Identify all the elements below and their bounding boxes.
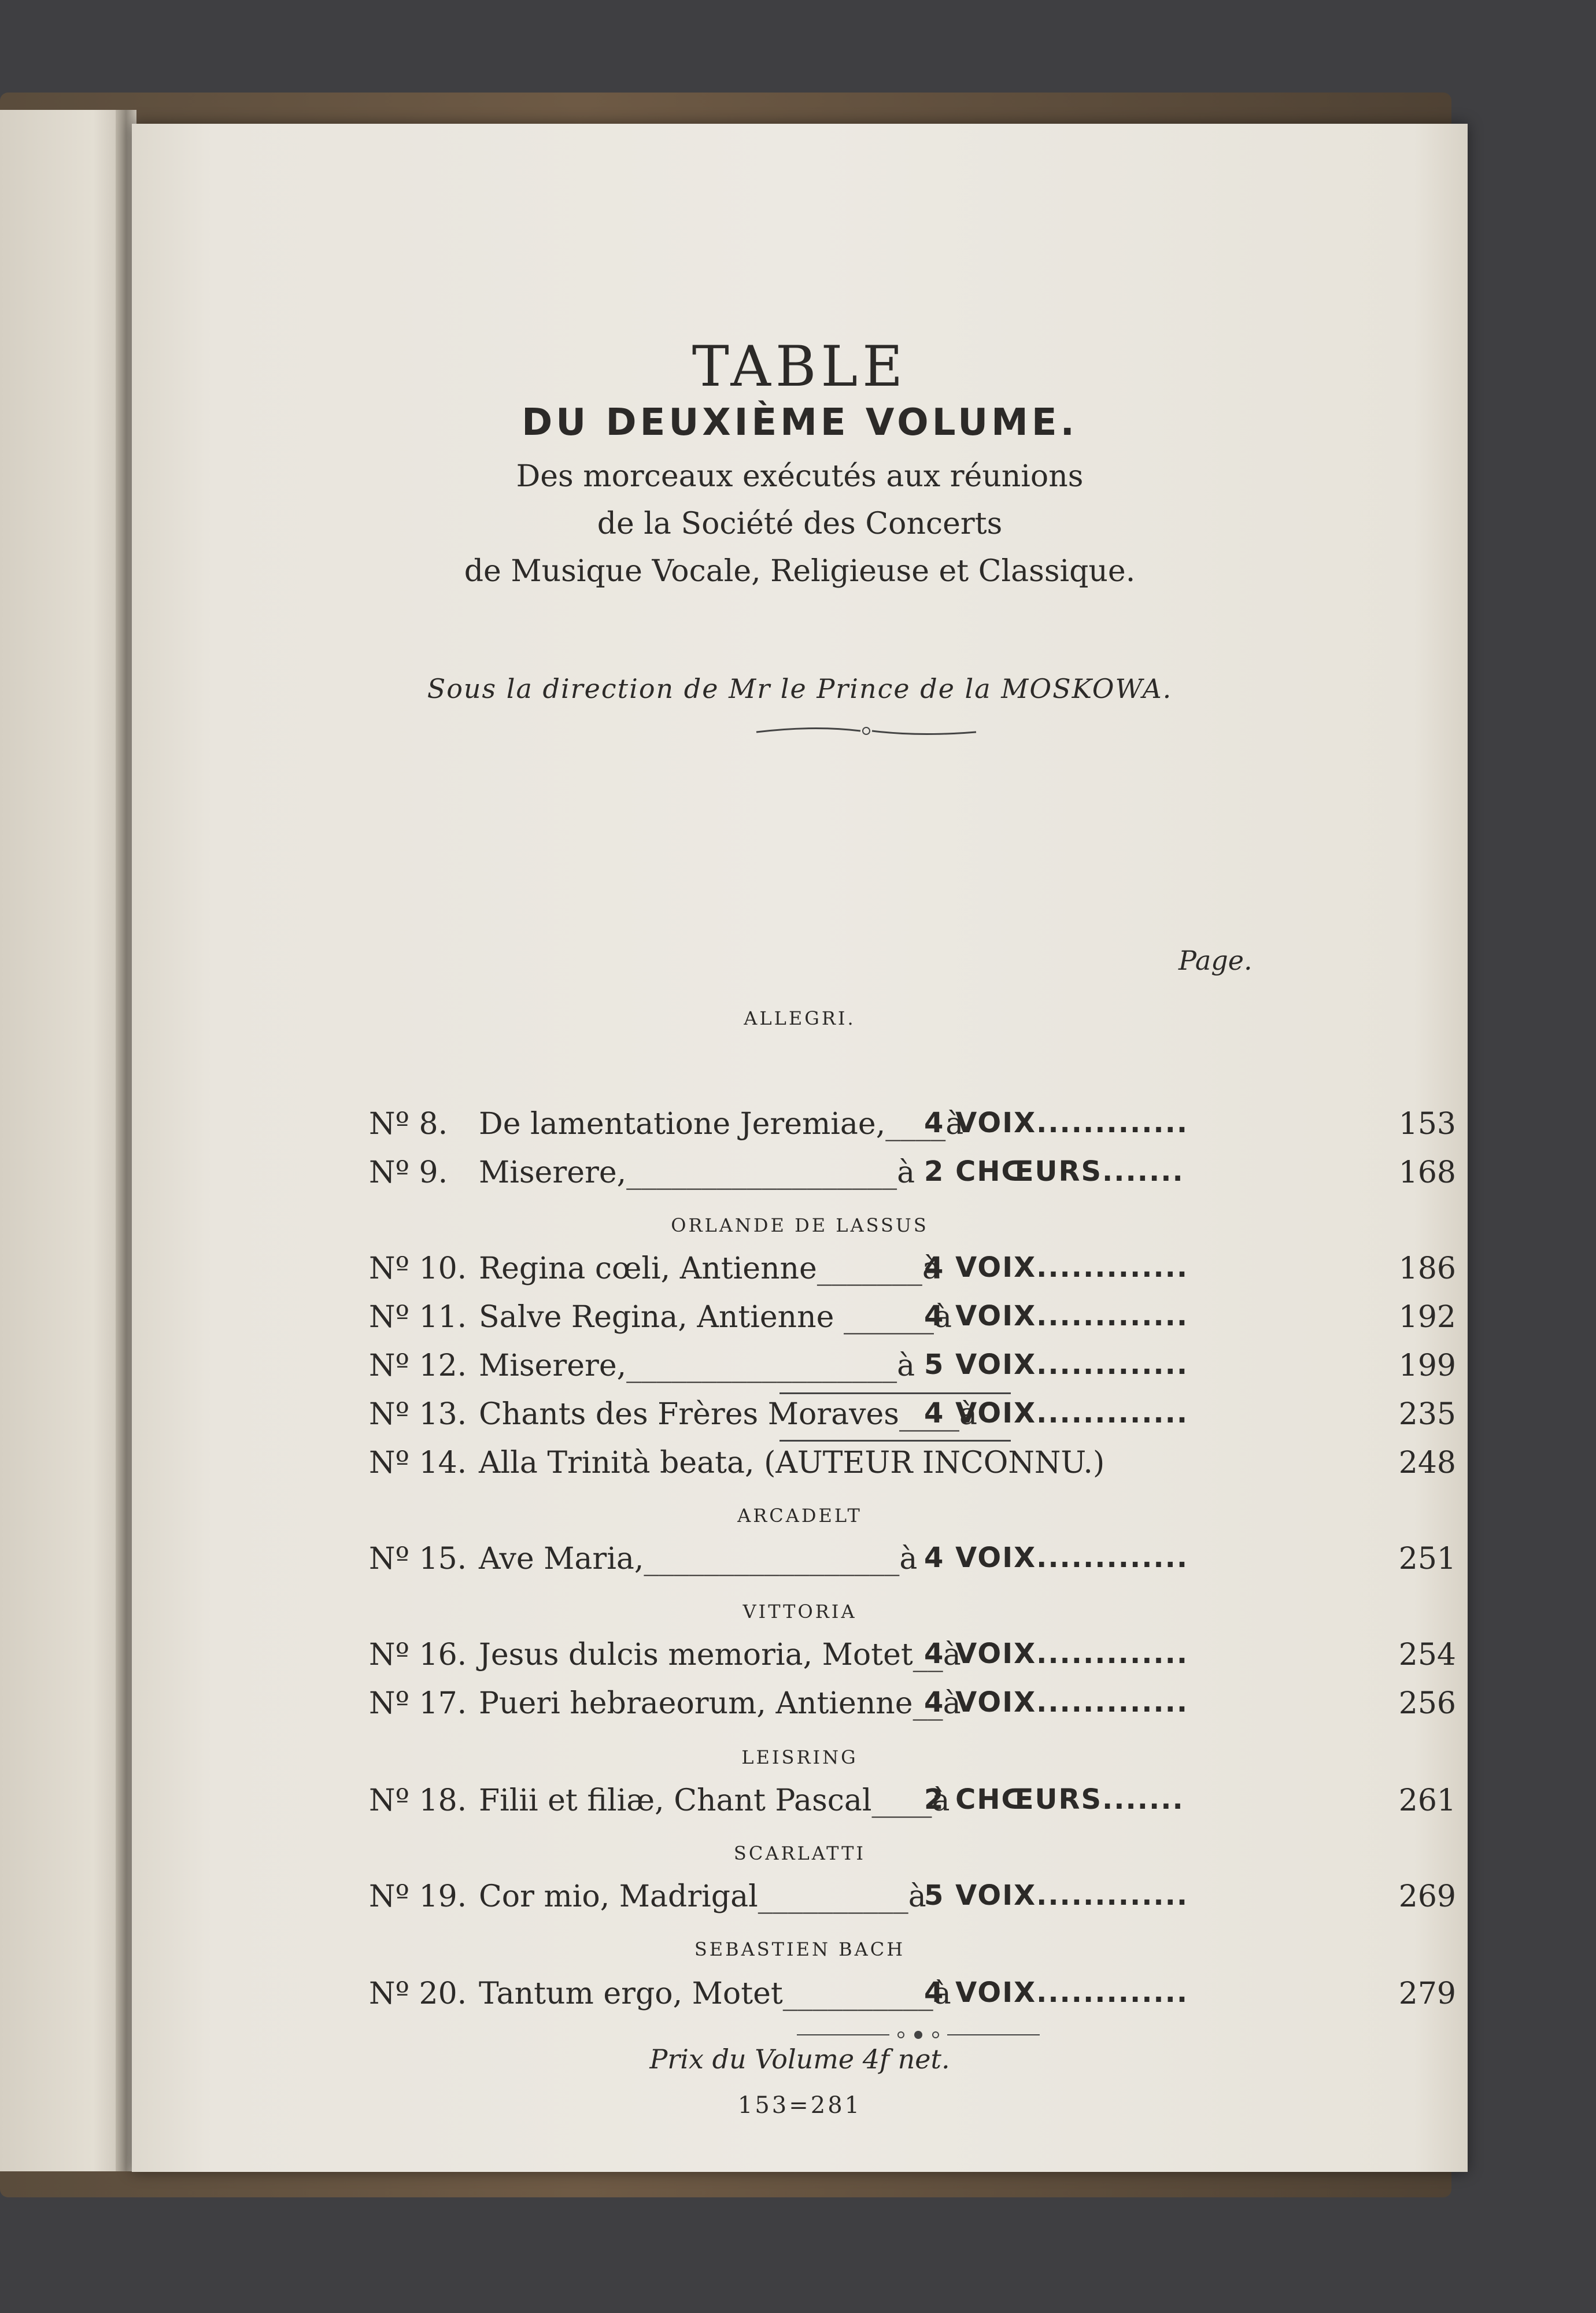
composer-arcadelt: ARCADELT bbox=[737, 1505, 862, 1527]
entry-voices: 4 VOIX............. bbox=[924, 1300, 1189, 1332]
composer-leisring: LEISRING bbox=[741, 1746, 858, 1768]
entry-number: Nº 18. bbox=[369, 1783, 467, 1818]
entry-page: 192 bbox=[1398, 1300, 1456, 1335]
entry-page: 199 bbox=[1398, 1348, 1456, 1383]
entry-voices: 4 VOIX............. bbox=[924, 1638, 1189, 1670]
entry-row bbox=[369, 1397, 1456, 1438]
entry-voices: 4 VOIX............. bbox=[924, 1107, 1189, 1139]
left-page bbox=[0, 110, 124, 2171]
entry-voices: 2 CHŒURS....... bbox=[924, 1783, 1184, 1816]
direction-line: Sous la direction de Mr le Prince de la MOSKOWA. bbox=[427, 673, 1173, 704]
composer-scarlatti: SCARLATTI bbox=[733, 1842, 866, 1864]
entry-number: Nº 13. bbox=[369, 1397, 467, 1432]
entry-row bbox=[369, 1155, 1456, 1196]
page-column-header: Page. bbox=[1178, 945, 1253, 976]
entry-number: Nº 19. bbox=[369, 1879, 467, 1914]
rule-line bbox=[779, 1440, 1011, 1442]
entry-page: 251 bbox=[1398, 1542, 1456, 1576]
description-line-2: de la Société des Concerts bbox=[597, 507, 1003, 541]
entry-number: Nº 10. bbox=[369, 1251, 467, 1286]
entry-number: Nº 12. bbox=[369, 1348, 467, 1383]
entry-work: Alla Trinità beata, (AUTEUR INCONNU.) bbox=[479, 1446, 1105, 1480]
entry-page: 261 bbox=[1398, 1783, 1456, 1818]
entry-number: Nº 8. bbox=[369, 1107, 448, 1141]
entry-row bbox=[369, 1686, 1456, 1727]
entry-page: 186 bbox=[1398, 1251, 1456, 1286]
entry-voices: 4 VOIX............. bbox=[924, 1397, 1189, 1429]
entry-voices: 5 VOIX............. bbox=[924, 1879, 1189, 1912]
entry-work: Filii et filiæ, Chant Pascal____à bbox=[479, 1783, 950, 1818]
rule-line bbox=[779, 1392, 1011, 1394]
entry-row bbox=[369, 1446, 1456, 1486]
entry-row bbox=[369, 1976, 1456, 2017]
entry-number: Nº 11. bbox=[369, 1300, 467, 1335]
tail-ornament bbox=[791, 2026, 1045, 2044]
entry-work: Salve Regina, Antienne ______à bbox=[479, 1300, 952, 1335]
composer-allegri: ALLEGRI. bbox=[744, 1007, 856, 1029]
composer-vittoria: VITTORIA bbox=[742, 1601, 857, 1623]
entry-work: Miserere,__________________à bbox=[479, 1348, 915, 1383]
entry-work: Regina cœli, Antienne_______à bbox=[479, 1251, 940, 1286]
right-page bbox=[132, 124, 1468, 2172]
entry-page: 235 bbox=[1398, 1397, 1456, 1432]
entry-work: Jesus dulcis memoria, Motet__à bbox=[479, 1638, 961, 1672]
composer-bach: SEBASTIEN BACH bbox=[694, 1938, 906, 1960]
entry-number: Nº 15. bbox=[369, 1542, 467, 1576]
entry-voices: 4 VOIX............. bbox=[924, 1976, 1189, 2009]
flourish-ornament bbox=[745, 719, 988, 742]
entry-row bbox=[369, 1251, 1456, 1292]
entry-work: De lamentatione Jeremiae,____à bbox=[479, 1107, 964, 1141]
entry-work: Chants des Frères Moraves____à bbox=[479, 1397, 977, 1432]
entry-work: Miserere,__________________à bbox=[479, 1155, 915, 1190]
page-range: 153=281 bbox=[737, 2092, 862, 2119]
entry-voices: 4 VOIX............. bbox=[924, 1686, 1189, 1719]
entry-voices: 4 VOIX............. bbox=[924, 1542, 1189, 1574]
entry-page: 279 bbox=[1398, 1976, 1456, 2011]
entry-work: Ave Maria,_________________à bbox=[479, 1542, 918, 1576]
entry-number: Nº 17. bbox=[369, 1686, 467, 1721]
entry-voices: 4 VOIX............. bbox=[924, 1251, 1189, 1284]
entry-voices: 2 CHŒURS....... bbox=[924, 1155, 1184, 1188]
entry-row bbox=[369, 1107, 1456, 1147]
entry-work: Pueri hebraeorum, Antienne__à bbox=[479, 1686, 961, 1721]
entry-row bbox=[369, 1638, 1456, 1678]
entry-page: 254 bbox=[1398, 1638, 1456, 1672]
entry-number: Nº 20. bbox=[369, 1976, 467, 2011]
entry-row bbox=[369, 1879, 1456, 1920]
entry-page: 248 bbox=[1398, 1446, 1456, 1480]
entry-row bbox=[369, 1542, 1456, 1582]
entry-page: 269 bbox=[1398, 1879, 1456, 1914]
volume-subtitle: DU DEUXIÈME VOLUME. bbox=[522, 401, 1078, 444]
entry-page: 256 bbox=[1398, 1686, 1456, 1721]
description-line-3: de Musique Vocale, Religieuse et Classique. bbox=[464, 554, 1136, 589]
entry-row bbox=[369, 1783, 1456, 1824]
composer-lassus: ORLANDE DE LASSUS bbox=[671, 1214, 929, 1236]
page-title: TABLE bbox=[692, 334, 908, 399]
entry-page: 153 bbox=[1398, 1107, 1456, 1141]
entry-number: Nº 14. bbox=[369, 1446, 467, 1480]
description-line-1: Des morceaux exécutés aux réunions bbox=[516, 459, 1084, 494]
entry-row bbox=[369, 1348, 1456, 1389]
price-line: Prix du Volume 4f net. bbox=[649, 2044, 950, 2075]
entry-work: Cor mio, Madrigal__________à bbox=[479, 1879, 926, 1914]
entry-work: Tantum ergo, Motet__________à bbox=[479, 1976, 951, 2011]
entry-row bbox=[369, 1300, 1456, 1340]
entry-number: Nº 9. bbox=[369, 1155, 448, 1190]
entry-voices: 5 VOIX............. bbox=[924, 1348, 1189, 1381]
entry-page: 168 bbox=[1398, 1155, 1456, 1190]
entry-number: Nº 16. bbox=[369, 1638, 467, 1672]
